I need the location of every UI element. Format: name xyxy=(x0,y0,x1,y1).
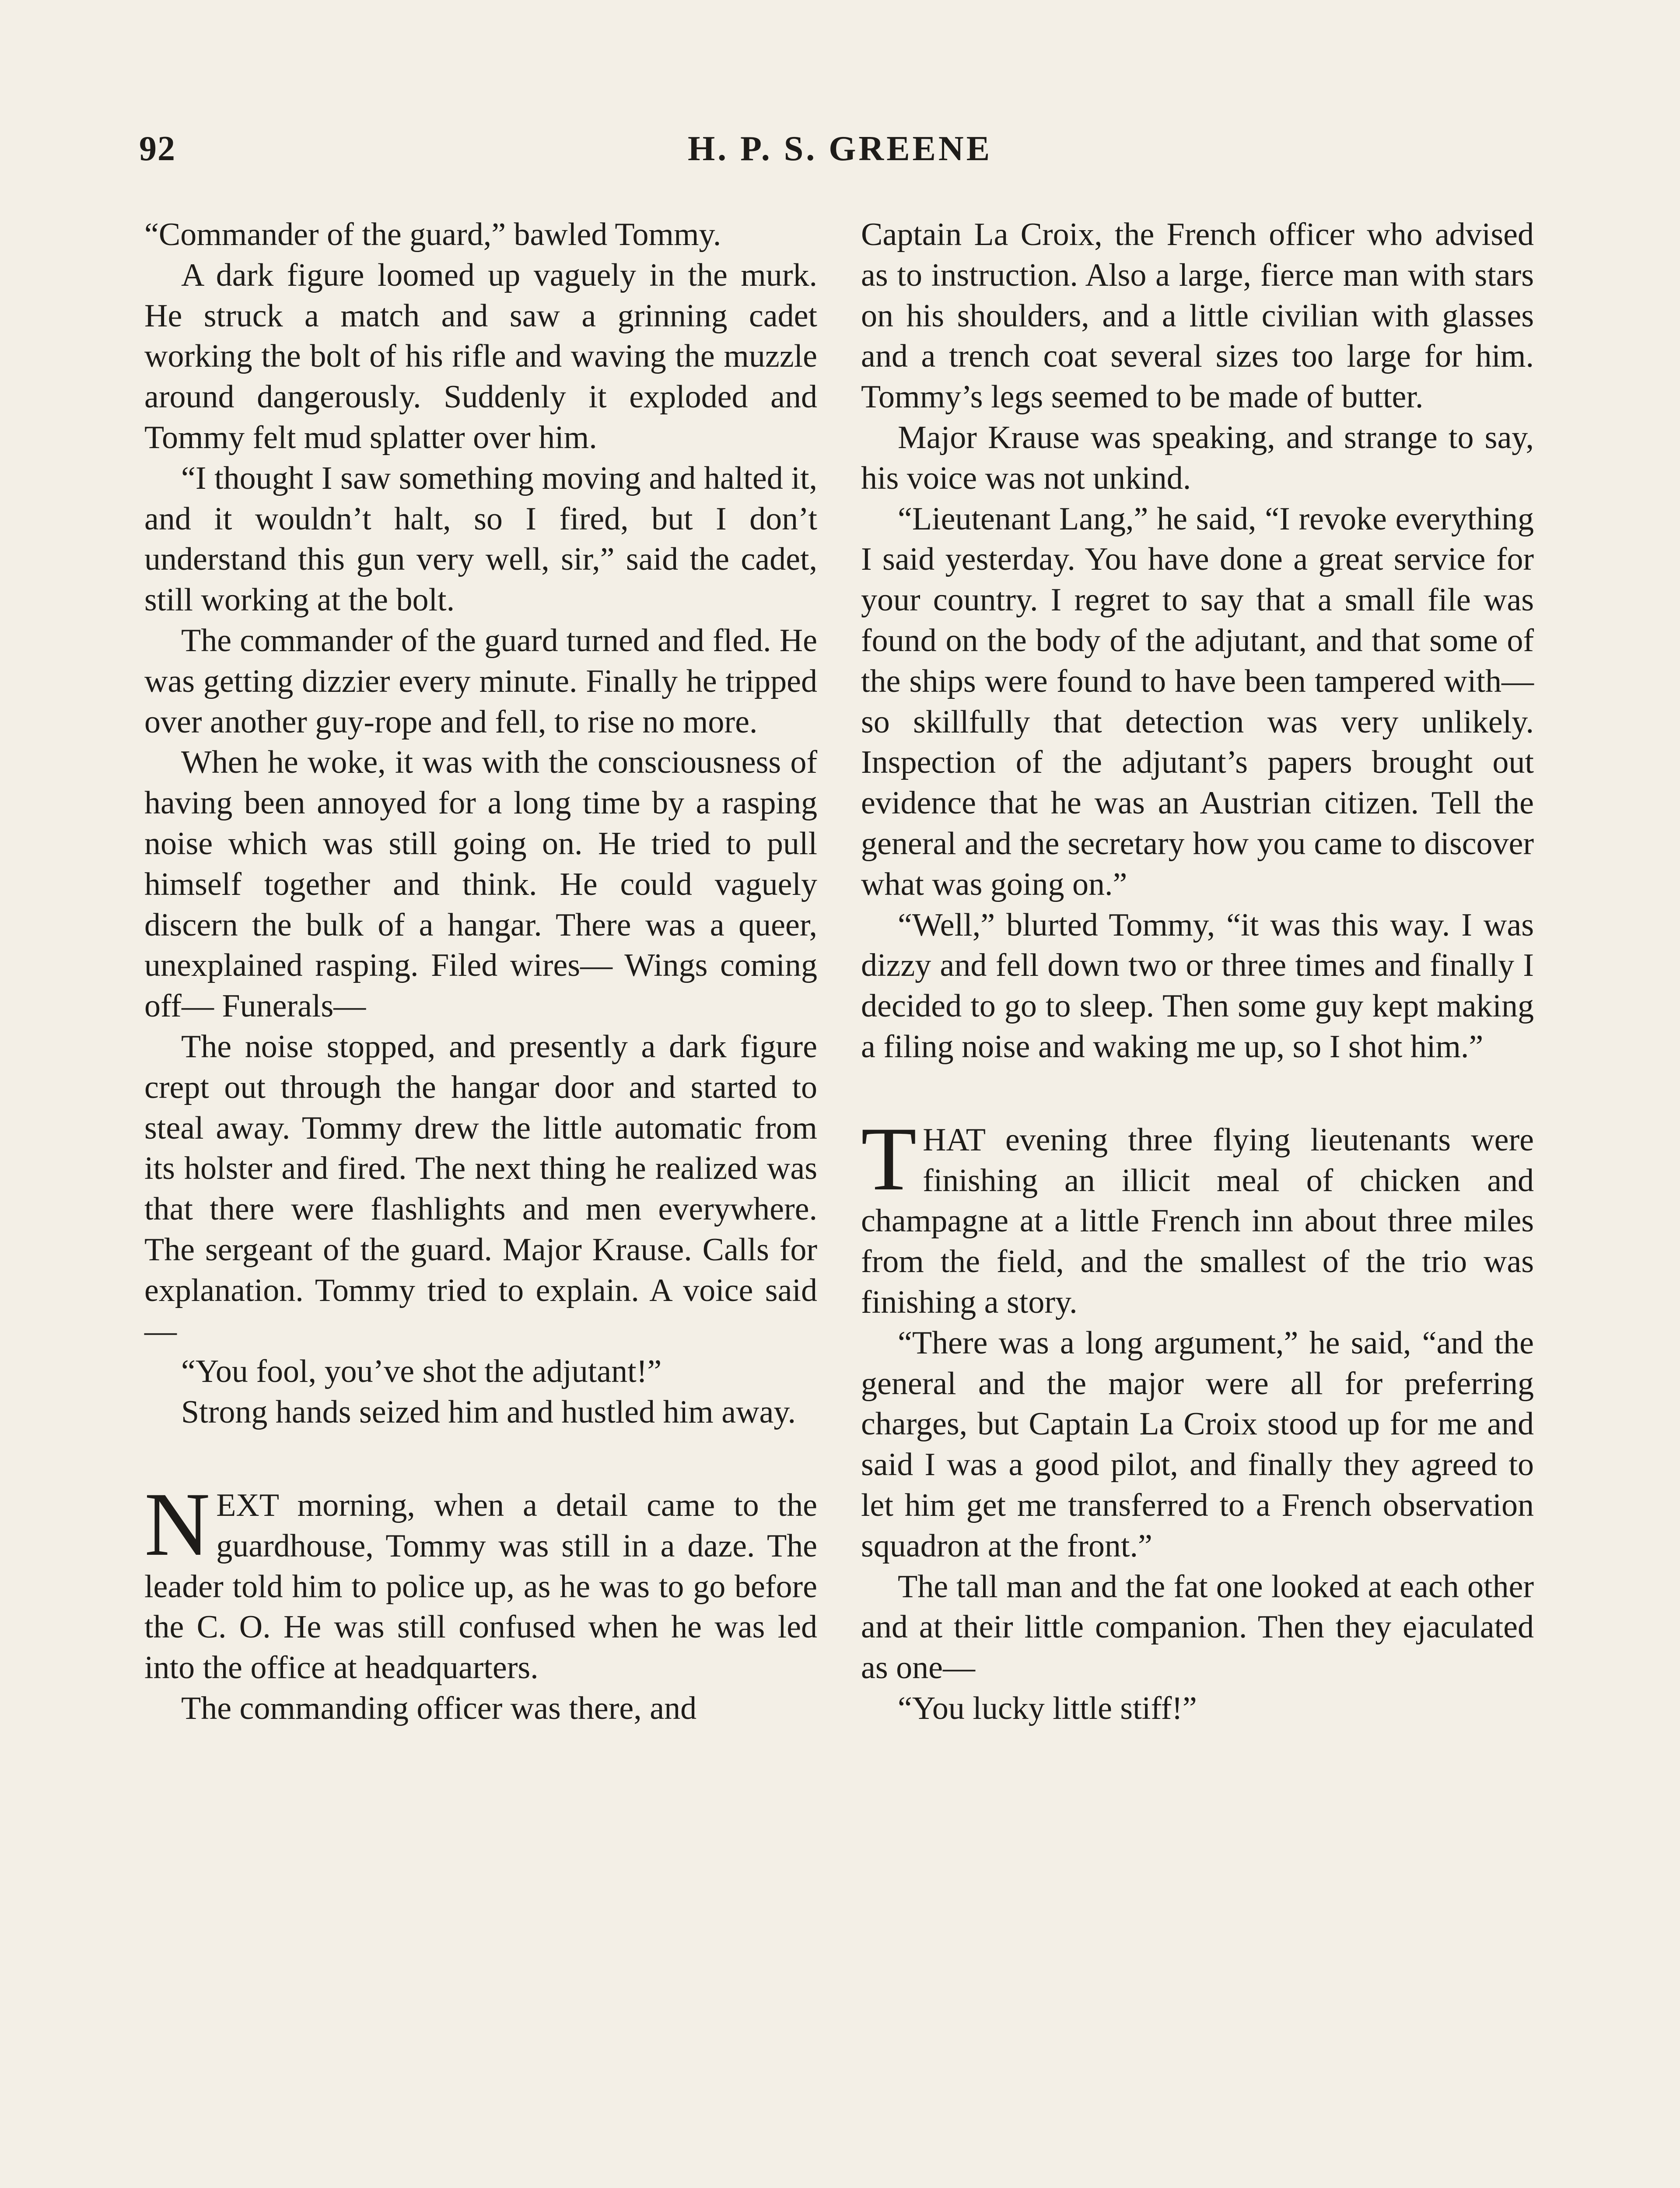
drop-cap: N xyxy=(144,1473,210,1574)
paragraph: “You lucky little stiff!” xyxy=(898,1690,1197,1726)
paragraph: When he woke, it was with the consciousness of having been annoyed for a long time by a rasping noise which was still going on. He tried to pull himself together and think. He could vaguely discern the bulk of a hangar. There was a queer, unexplained rasping. Filed wires— Wings coming off— Funerals— xyxy=(144,744,817,1024)
paragraph: The commanding officer was there, and xyxy=(181,1690,697,1726)
paragraph: Captain La Croix, the French officer who advised as to instruction. Also a large, fierce man with stars on his shoulders, and a little civilian with glasses and a trench coat several sizes too large for him. Tommy’s legs seemed to be made of butter. xyxy=(861,217,1534,415)
section-opening-paragraph xyxy=(144,1473,817,1688)
paragraph: “Lieutenant Lang,” he said, “I revoke everything I said yesterday. You have done a great service for your country. I regret to say that a small file was found on the body of the adjutant, and that some of the ships were found to have been tampered with—so skillfully that detection was very unlikely. Inspection of the adjutant’s papers brought out evidence that he was an Austrian citizen. Tell the general and the secretary how you came to discover what was going on.” xyxy=(861,501,1534,902)
paragraph: “There was a long argument,” he said, “and the general and the major were all for preferring charges, but Captain La Croix stood up for me and said I was a good pilot, and finally they agreed to let him get me transferred to a French observation squadron at the front.” xyxy=(861,1325,1534,1564)
drop-cap: T xyxy=(861,1108,917,1209)
section-break xyxy=(144,1433,817,1485)
page-number: 92 xyxy=(139,130,176,168)
paragraph: The noise stopped, and presently a dark figure crept out through the hangar door and started to steal away. Tommy drew the little automatic from its holster and fired. The next thing he realized was that there were flashlights and men everywhere. The sergeant of the guard. Major Krause. Calls for explanation. Tommy tried to explain. A voice said— xyxy=(144,1028,817,1349)
lead-in: HAT xyxy=(923,1122,985,1158)
paragraph: “I thought I saw something moving and halted it, and it wouldn’t halt, so I fired, but I don’t understand this gun very well, sir,” said the cadet, still working at the bolt. xyxy=(144,460,817,618)
paragraph-text: morning, when a detail came to the guardhouse, Tommy was still in a daze. The leader told him to police up, as he was to go before the C. O. He was still confused when he was led into the office at headquarters. xyxy=(144,1487,817,1686)
paragraph-text: evening three flying lieutenants were finishing an illicit meal of chicken and champagne at a little French inn about three miles from the field, and the smallest of the trio was finishing a story. xyxy=(861,1122,1534,1320)
left-column xyxy=(144,214,817,1729)
section-break xyxy=(861,1067,1534,1120)
paragraph: Major Krause was speaking, and strange to say, his voice was not unkind. xyxy=(861,419,1534,496)
paragraph: “You fool, you’ve shot the adjutant!” xyxy=(181,1353,662,1390)
paragraph: A dark figure loomed up vaguely in the murk. He struck a match and saw a grinning cadet working the bolt of his rifle and waving the muzzle around dangerously. Suddenly it exploded and Tommy felt mud splatter over him. xyxy=(144,257,817,456)
paragraph: “Well,” blurted Tommy, “it was this way. I was dizzy and fell down two or three times and finally I decided to go to sleep. Then some guy kept making a filing noise and waking me up, so I shot him.” xyxy=(861,907,1534,1065)
section-opening-paragraph xyxy=(861,1108,1534,1323)
paragraph: The commander of the guard turned and fled. He was getting dizzier every minute. Finally he tripped over another guy-rope and fell, to rise no more. xyxy=(144,622,817,740)
paragraph: The tall man and the fat one looked at each other and at their little companion. Then they ejaculated as one— xyxy=(861,1568,1534,1686)
right-column xyxy=(861,214,1534,1729)
lead-in: EXT xyxy=(216,1487,279,1523)
paragraph: Strong hands seized him and hustled him away. xyxy=(181,1394,796,1431)
running-head: H. P. S. GREENE xyxy=(687,130,993,168)
paragraph: “Commander of the guard,” bawled Tommy. xyxy=(144,217,721,252)
